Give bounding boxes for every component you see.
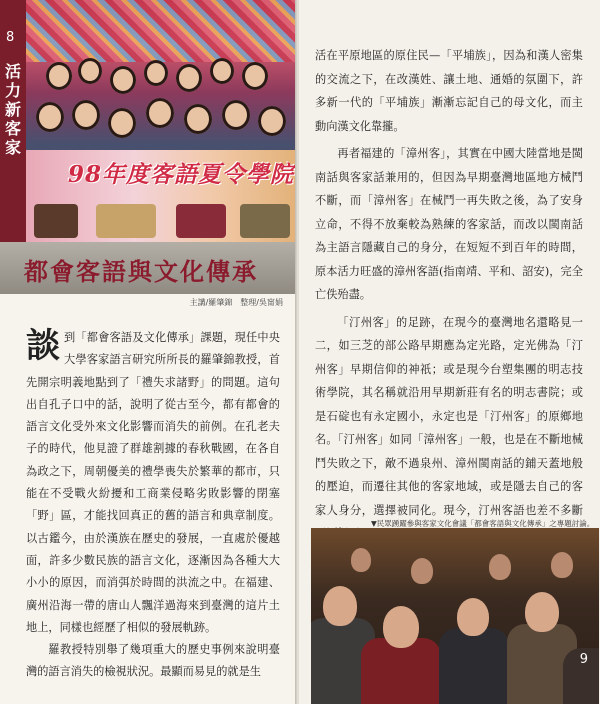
right-body-text xyxy=(315,44,583,550)
page-number-right: 9 xyxy=(579,652,588,667)
child-face xyxy=(184,104,212,134)
summer-school-banner xyxy=(26,150,295,242)
decorative-streamers xyxy=(26,0,295,62)
child-face xyxy=(210,58,234,84)
left-body-text xyxy=(26,327,280,684)
right-page xyxy=(299,0,600,704)
child-face xyxy=(46,62,72,90)
attendee-head xyxy=(525,592,559,632)
child-face xyxy=(78,58,102,84)
audience-photo xyxy=(311,528,599,704)
child-face xyxy=(258,106,286,136)
child-face xyxy=(222,100,250,130)
left-paragraph-1: 談到「都會客語及文化傳承」課題，現任中央大學客家語言研究所所長的羅肇錦教授，首先開宗明義地點到了「禮失求諸野」的問題。這句出自孔子口中的話，說明了從古至今，都有都會的語言文化受外來文化影響而消失的前例。在孔老夫子的時代，他見證了群雄割據的春秋戰國，在各自為政之下，周朝優美的禮學喪失於繁華的都市，只能在不受戰火紛擾和工商業侵略劣敗影響的閉塞「野」區，才能找回真正的舊的語言和典章制度。以古鑑今，由於漢族在歷史的發展，一直處於優越面，許多少數民族的語言文化，逐漸因為各種大大小小的原因，而消弭於時間的洪流之中。在福建、廣州沿海一帶的唐山人飄洋過海來到臺灣的這片土地上，同樣也經歷了相似的發展軌跡。 xyxy=(26,326,280,634)
child-face xyxy=(72,100,100,130)
right-paragraph-3: 「汀州客」的足跡，在現今的臺灣地名還略見一二，如三芝的部公路早期應為定光路，定光佛為「汀州客」早期信仰的神祇；或是現今台塑集團的明志技術學院，其名稱就沿用早期新莊有名的明志書院；或是石碇也有永定國小，永定也是「汀州客」的原鄉地名。「汀州客」如同「漳州客」一般，也是在不斷地械鬥失敗之下，敵不過泉州、漳州閩南話的鋪天蓋地般的壓迫，而遷往其他的客家地域，或是隱去自己的客家人身分，選擇被同化。現今，汀州客語也差不多斷 xyxy=(315,315,583,517)
child-face xyxy=(242,62,268,90)
article-credit: 主講/羅肇錦 整理/吳甯娟 xyxy=(189,298,283,307)
attendee-head xyxy=(351,548,371,572)
attendee-head xyxy=(551,552,573,578)
child-face xyxy=(108,108,136,138)
banner-text: 98年度客語夏令學院 xyxy=(68,161,295,188)
right-paragraph-1: 活在平原地區的原住民—「平埔族」，因為和漢人密集的交流之下，在改漢姓、讓土地、通婚的氛圍下，許多新一代的「平埔族」漸漸忘記自己的母文化，而主動向漢文化靠攏。 xyxy=(315,49,583,133)
article-title: 都會客語與文化傳承 xyxy=(24,257,258,286)
attendee-head xyxy=(383,606,419,648)
left-paragraph-2: 羅教授特別舉了幾項重大的歷史事例來說明臺灣的語言消失的檢視狀況。最顯而易見的就是生 xyxy=(26,643,280,679)
left-page xyxy=(0,0,297,704)
right-paragraph-2: 再者福建的「漳州客」，其實在中國大陸當地是閩南話與客家話兼用的，但因為早期臺灣地區地方械鬥不斷，而「漳州客」在械鬥一再失敗之後，為了安身立命，不得不放棄較為熟練的客家話，而改以閩南話為主語言隱藏自己的身分，在短短不到百年的時間，原本活力旺盛的漳州客語(指南靖、平和、詔安)，完全亡佚殆盡。 xyxy=(315,147,583,301)
decorative-drum xyxy=(34,204,78,238)
child-face xyxy=(176,64,202,92)
attendee-head xyxy=(411,558,433,584)
child-face xyxy=(146,98,174,128)
decorative-lantern xyxy=(96,204,156,238)
page-number-left: 8 xyxy=(6,30,15,45)
decorative-pot xyxy=(176,204,226,238)
attendee xyxy=(439,628,509,704)
attendee-head xyxy=(489,554,511,580)
section-title-vertical: 活力新客家 xyxy=(4,62,21,157)
children-group-photo xyxy=(26,0,295,242)
attendee-head xyxy=(323,586,357,626)
drop-cap: 談 xyxy=(26,326,60,366)
decorative-basket xyxy=(240,204,290,238)
child-face xyxy=(110,66,136,94)
attendee-head xyxy=(457,598,489,636)
photo-caption: ▼民眾踴躍參與客家文化會議「都會客語與文化傳承」之專題討論。 xyxy=(371,519,595,528)
child-face xyxy=(36,102,64,132)
child-face xyxy=(144,60,168,86)
